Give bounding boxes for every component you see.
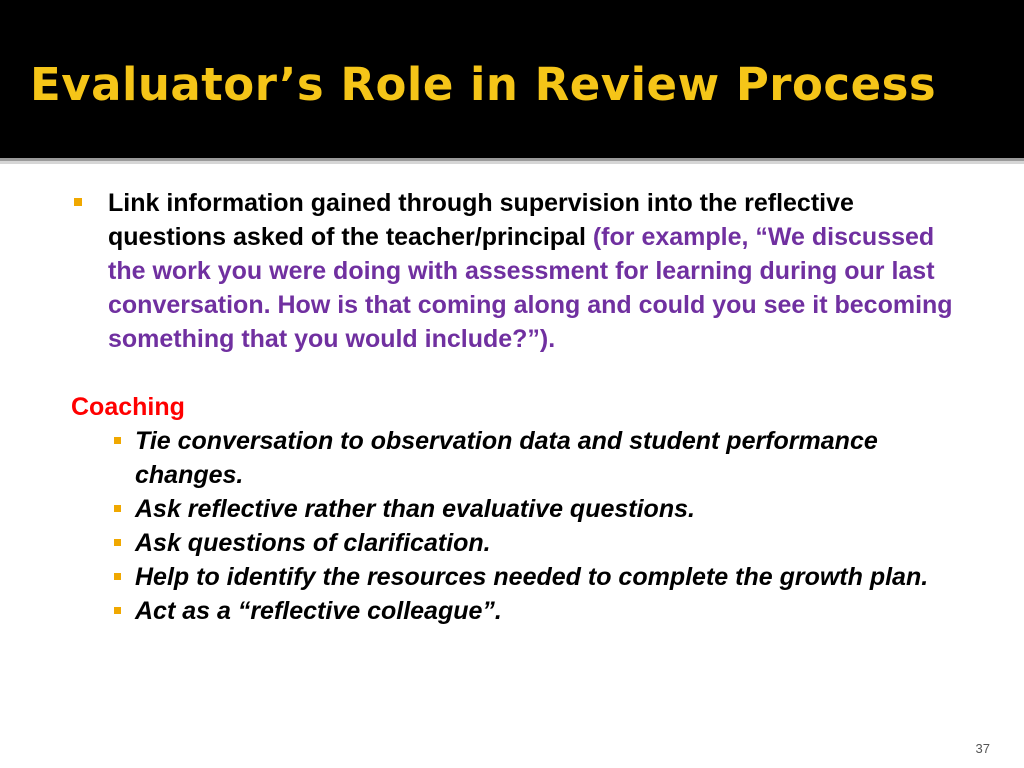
main-bullet-example: (for example, “We discussed the work you were doing with assessment for learning during our last conversation. How is that coming along and could you see it becoming something that you would include?”). [108, 223, 953, 353]
square-bullet-icon [114, 539, 121, 546]
square-bullet-icon [114, 607, 121, 614]
coaching-item [0, 526, 935, 560]
title-divider-highlight [0, 161, 1024, 164]
square-bullet-icon [114, 573, 121, 580]
main-bullet-text: Link information gained through supervision into the reflective questions asked of the teacher/principal [108, 189, 854, 251]
coaching-item-text: Ask questions of clarification. [135, 529, 491, 557]
coaching-item-text: Ask reflective rather than evaluative questions. [135, 495, 695, 523]
coaching-item-text: Act as a “reflective colleague”. [135, 597, 502, 625]
slide-title: Evaluator’s Role in Review Process [30, 58, 937, 111]
square-bullet-icon [74, 198, 82, 206]
main-bullet [0, 186, 968, 356]
coaching-item [0, 560, 935, 594]
title-bar [0, 0, 1024, 158]
square-bullet-icon [114, 505, 121, 512]
coaching-item-text: Tie conversation to observation data and student performance changes. [135, 427, 878, 489]
coaching-item [0, 424, 935, 492]
coaching-item-text: Help to identify the resources needed to complete the growth plan. [135, 563, 929, 591]
slide-number: 37 [975, 741, 990, 756]
coaching-item [0, 492, 935, 526]
coaching-heading: Coaching [71, 393, 185, 421]
coaching-item [0, 594, 935, 628]
square-bullet-icon [114, 437, 121, 444]
slide-content [0, 186, 1024, 628]
coaching-list [0, 424, 1024, 628]
